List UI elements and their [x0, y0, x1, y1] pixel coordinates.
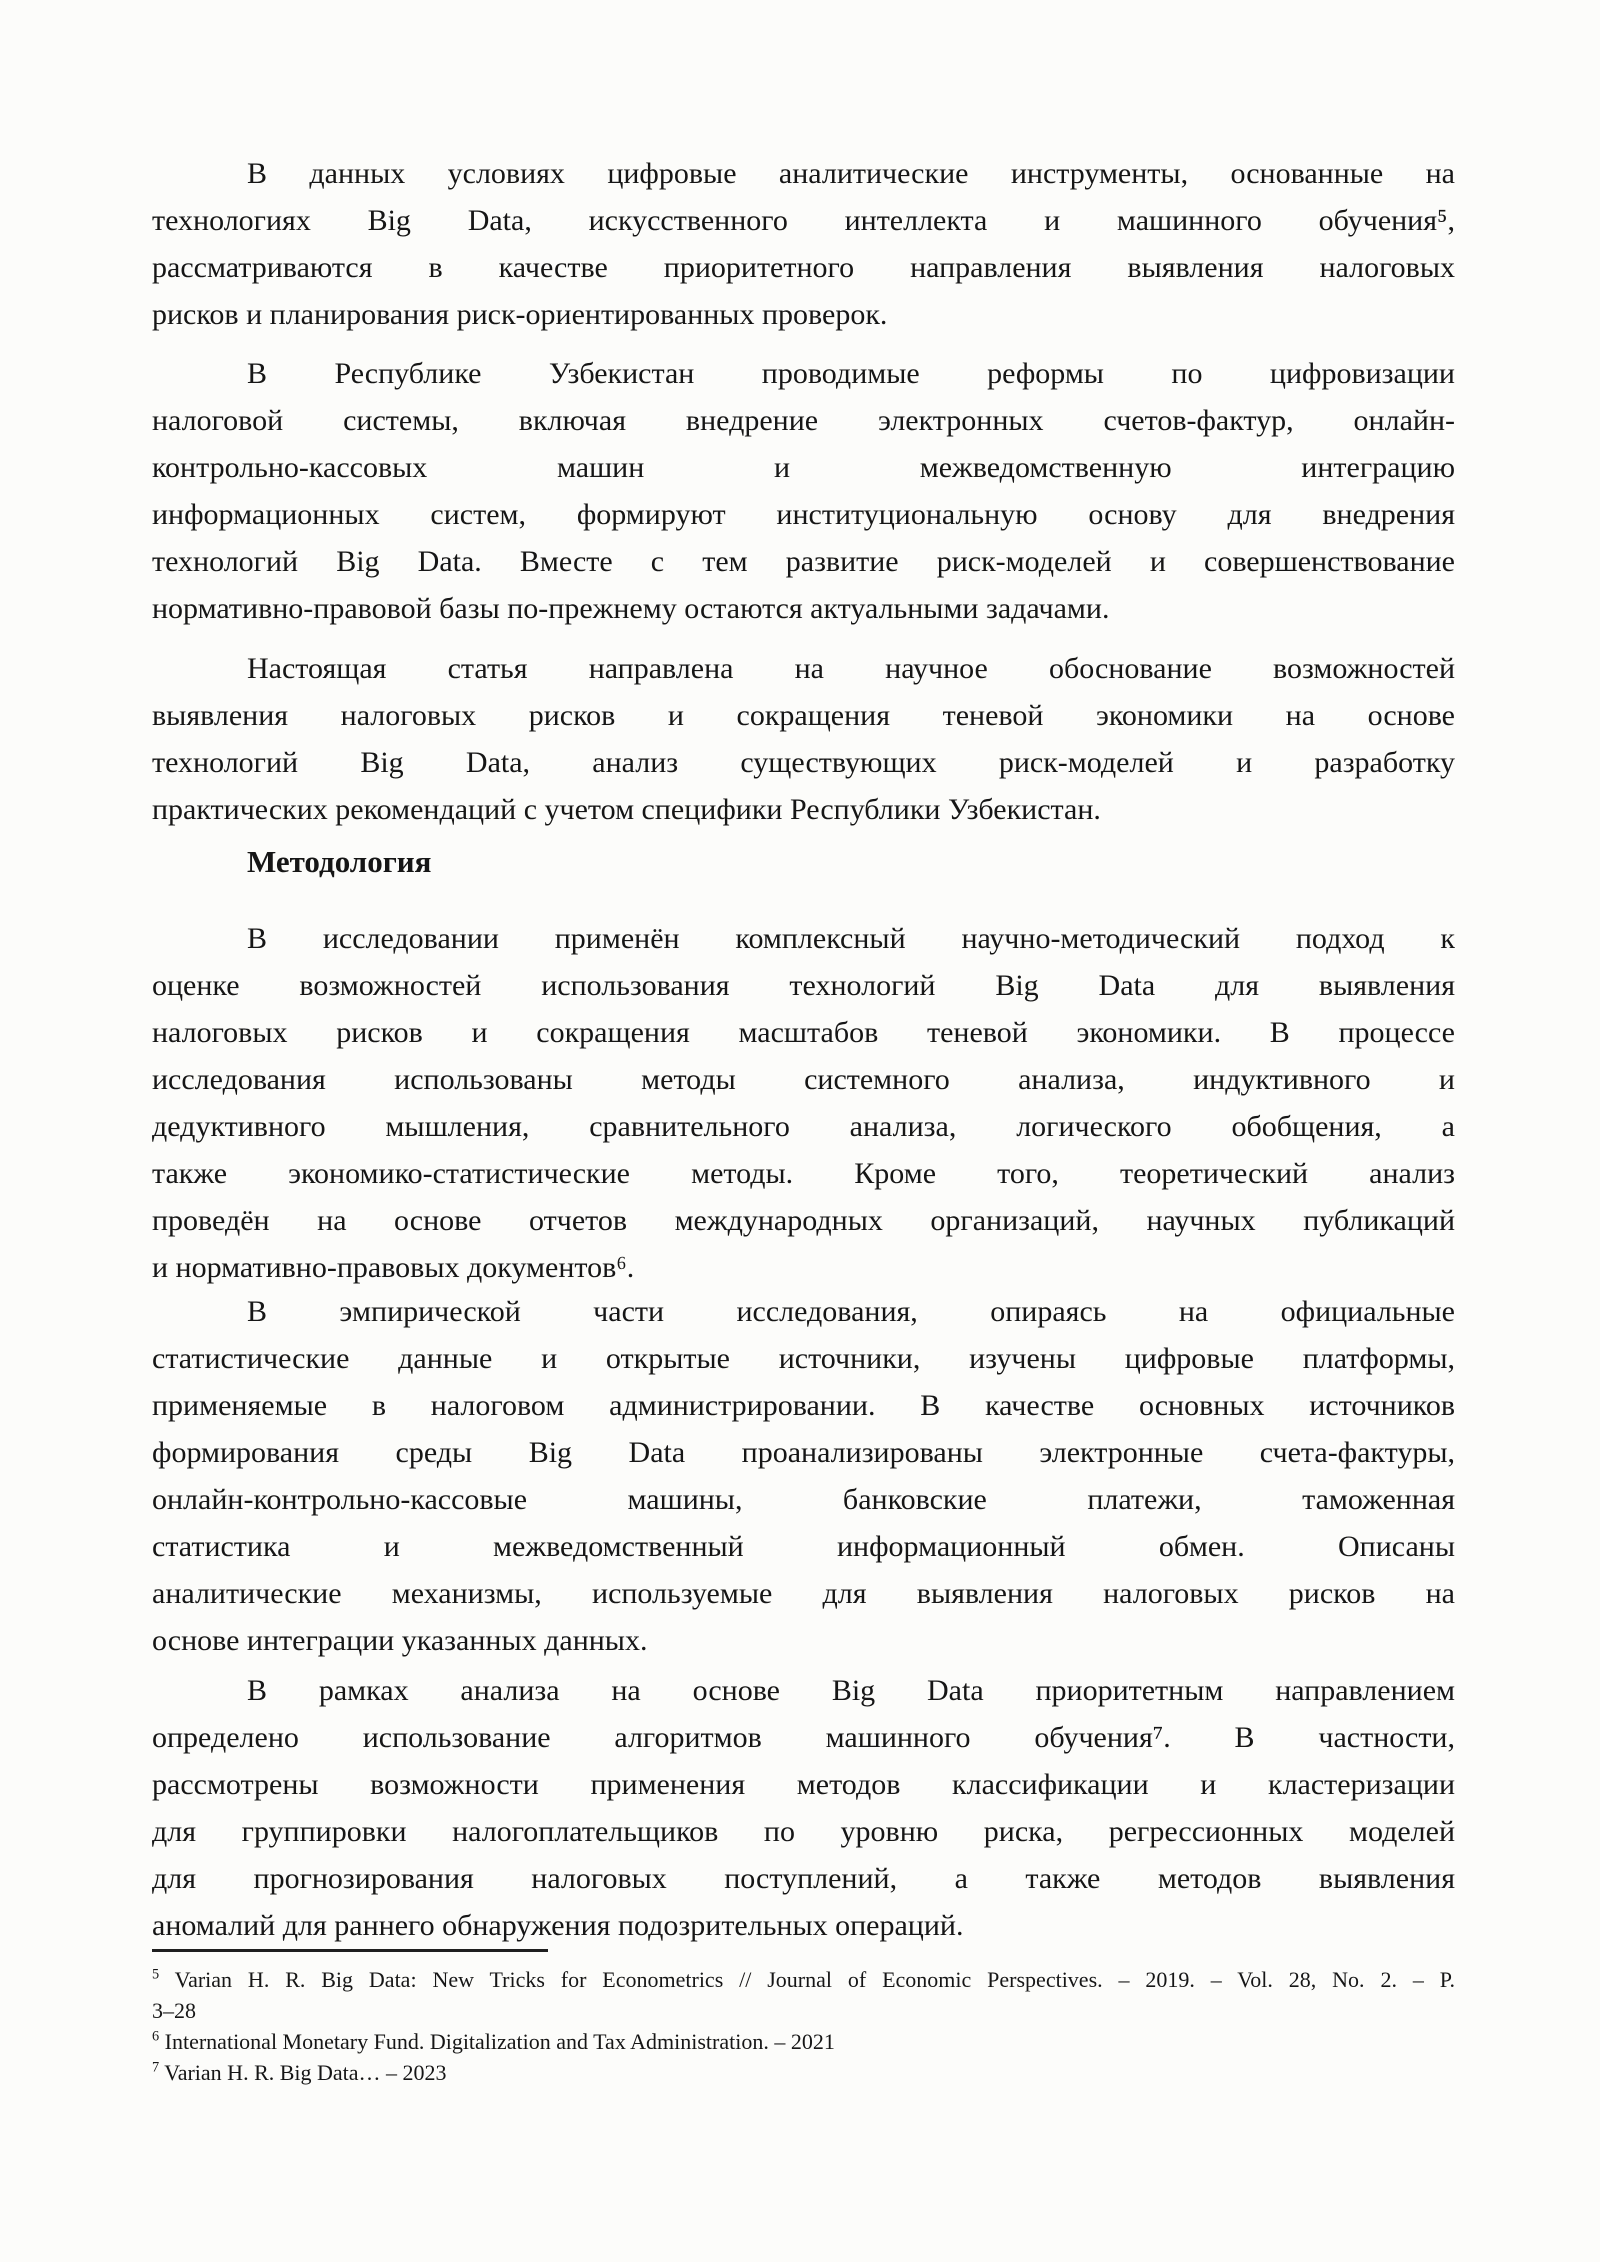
text-line: проведён на основе отчетов международных организаций, научных публикаций	[152, 1204, 1455, 1237]
paragraph	[152, 150, 1455, 338]
text-line: и нормативно-правовых документов⁶.	[152, 1251, 635, 1284]
section-heading: Методология	[247, 844, 432, 879]
section-heading-block	[152, 838, 1455, 885]
text-line: аномалий для раннего обнаружения подозрительных операций.	[152, 1909, 964, 1942]
paragraph	[152, 915, 1455, 1291]
text-line: нормативно-правовой базы по-прежнему остаются актуальными задачами.	[152, 592, 1110, 625]
text-line: основе интеграции указанных данных.	[152, 1624, 648, 1657]
footnote-6	[152, 2026, 1455, 2057]
footnote-marker: 6	[152, 2028, 160, 2045]
text-line: статистические данные и открытые источники, изучены цифровые платформы,	[152, 1342, 1455, 1375]
paragraph	[152, 350, 1455, 632]
text-line: статистика и межведомственный информационный обмен. Описаны	[152, 1530, 1455, 1563]
footnote-5-line-1	[152, 1964, 1455, 1995]
text-line: рассмотрены возможности применения методов классификации и кластеризации	[152, 1768, 1455, 1801]
text-line: В Республике Узбекистан проводимые реформы по цифровизации	[247, 357, 1455, 390]
text-line: налоговой системы, включая внедрение электронных счетов-фактур, онлайн-	[152, 404, 1455, 437]
text-line: для группировки налогоплательщиков по уровню риска, регрессионных моделей	[152, 1815, 1455, 1848]
footnote-marker: 7	[152, 2059, 160, 2076]
footnote-separator	[152, 1949, 548, 1952]
footnotes-block	[152, 1964, 1455, 2088]
text-line: формирования среды Big Data проанализированы электронные счета-фактуры,	[152, 1436, 1455, 1469]
text-line: практических рекомендаций с учетом специфики Республики Узбекистан.	[152, 793, 1101, 826]
text-line: аналитические механизмы, используемые для выявления налоговых рисков на	[152, 1577, 1455, 1610]
text-line: технологий Big Data. Вместе с тем развитие риск-моделей и совершенствование	[152, 545, 1455, 578]
text-line: оценке возможностей использования технологий Big Data для выявления	[152, 969, 1455, 1002]
text-line: также экономико-статистические методы. Кроме того, теоретический анализ	[152, 1157, 1455, 1190]
text-line: рисков и планирования риск-ориентированных проверок.	[152, 298, 888, 331]
text-line: информационных систем, формируют институциональную основу для внедрения	[152, 498, 1455, 531]
text-line: применяемые в налоговом администрировании. В качестве основных источников	[152, 1389, 1455, 1422]
paragraph	[152, 1667, 1455, 1949]
text-line: В данных условиях цифровые аналитические инструменты, основанные на	[247, 157, 1455, 190]
footnote-text: Varian H. R. Big Data: New Tricks for Econometrics // Journal of Economic Perspectives. – 2019. – Vol. 28, No. 2. – P.	[174, 1967, 1455, 1992]
text-line: В эмпирической части исследования, опираясь на официальные	[247, 1295, 1455, 1328]
text-line: технологий Big Data, анализ существующих риск-моделей и разработку	[152, 746, 1455, 779]
text-line: В рамках анализа на основе Big Data приоритетным направлением	[247, 1674, 1455, 1707]
footnote-text: Varian H. R. Big Data… – 2023	[164, 2060, 447, 2085]
text-line: технологиях Big Data, искусственного интеллекта и машинного обучения⁵,	[152, 204, 1455, 237]
text-line: налоговых рисков и сокращения масштабов теневой экономики. В процессе	[152, 1016, 1455, 1049]
text-line: В исследовании применён комплексный научно-методический подход к	[247, 922, 1455, 955]
text-line: дедуктивного мышления, сравнительного анализа, логического обобщения, а	[152, 1110, 1455, 1143]
footnote-5-line-2: 3–28	[152, 1998, 196, 2023]
paragraph	[152, 1288, 1455, 1664]
text-line: определено использование алгоритмов машинного обучения⁷. В частности,	[152, 1721, 1455, 1754]
text-line: онлайн-контрольно-кассовые машины, банковские платежи, таможенная	[152, 1483, 1455, 1516]
text-line: исследования использованы методы системного анализа, индуктивного и	[152, 1063, 1455, 1096]
text-line: контрольно-кассовых машин и межведомственную интеграцию	[152, 451, 1455, 484]
footnote-marker: 5	[152, 1966, 160, 1983]
text-line: Настоящая статья направлена на научное обоснование возможностей	[247, 652, 1455, 685]
text-line: выявления налоговых рисков и сокращения теневой экономики на основе	[152, 699, 1455, 732]
paragraph	[152, 645, 1455, 833]
footnote-text: International Monetary Fund. Digitalization and Tax Administration. – 2021	[164, 2029, 835, 2054]
text-line: для прогнозирования налоговых поступлений, а также методов выявления	[152, 1862, 1455, 1895]
text-line: рассматриваются в качестве приоритетного направления выявления налоговых	[152, 251, 1455, 284]
footnote-7	[152, 2057, 1455, 2088]
